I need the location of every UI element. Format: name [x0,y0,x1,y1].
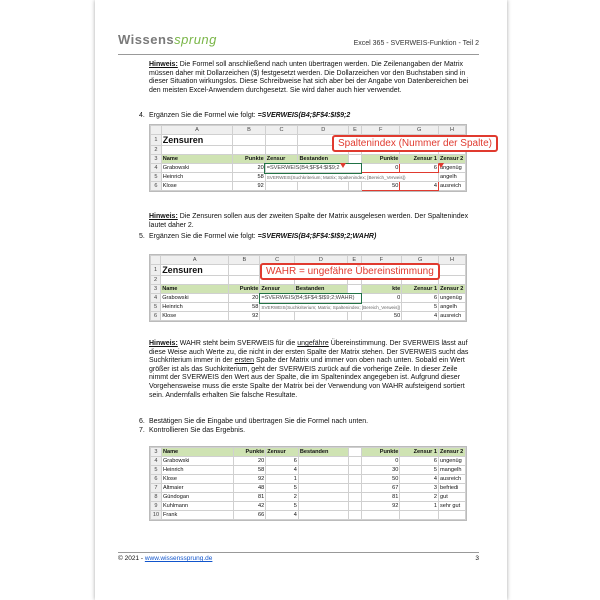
col-header-zensur: Zensur [265,155,298,164]
col-header-punkte-2: Punkte [361,448,399,457]
col-header-name: Name [161,285,229,294]
callout-spaltenindex: Spaltenindex (Nummer der Spalte) [332,135,498,152]
col-header-zensur-2: Zensur 2 [438,155,465,164]
col-header-punkte: Punkte [233,448,266,457]
spreadsheet-2: A B C D E F G H 1 Zensuren 2 3 Name Punkte Zensur Bestanden kte Zensur 1 Zensur 2 4 Grabowski 20 =SVERWEIS(B4;$F$4:$I$9;2;WAHR) 0 6 ungenüg 5 Heinrich 58 SVERWEIS(Suchkriterium; Matrix; Spaltenindex; [Bereich_Verweis]) 5 angelh 6 Klose 92 50 4 ausreich WAHR = ungefähre Übereinstimmung [149,254,467,322]
col-header-bestanden: Bestanden [298,155,349,164]
arrow-head-icon [438,163,444,168]
document-page [95,0,507,600]
arrow-head-icon [340,163,346,168]
col-header-name: Name [161,155,233,164]
table-row: 6 Klose 92 50 4 ausreich [151,312,466,321]
col-header-zensur: Zensur [260,285,294,294]
table-row: 9 Kuhlmann 42 5 92 1 sehr gut [151,502,466,511]
col-header-zensur-1: Zensur 1 [402,285,439,294]
hint-paragraph-3: Hinweis: WAHR steht beim SVERWEIS für die ungefähre Übereinstimmung. Der SVERWEIS lässt auf diese Weise auch Werte zu, die nicht in der ersten Spalte der Matrix stehen. Der SVERWEIS sucht das Suchkriterium immer in der ersten Spalte der Matrix und immer von oben nach unten. Sobald ein Wert größer ist als das Suchkriterium, geht der SVERWEIS zurück auf die vorherige Zeile. In dieser Zeile nimmt der SVERWEIS den Wert aus der Spalte, die im Spaltenindex angegeben ist. Aufgrund dieser Vorgehensweise muss die erste Spalte der Matrix bei der Verwendung von WAHR aufsteigend sortiert sein. Andernfalls erhalten Sie falsche Resultate. [149,340,469,399]
col-header-zensur-1: Zensur 1 [400,155,439,164]
col-header-zensur-1: Zensur 1 [400,448,439,457]
callout-wahr: WAHR = ungefähre Übereinstimmung [260,263,440,280]
col-header-bestanden: Bestanden [294,285,347,294]
col-header-punkte: Punkte [233,155,265,164]
table-row: 7 Altmaier 48 5 67 3 befriedi [151,484,466,493]
col-header-punkte-2: Punkte [361,155,399,164]
logo: Wissenssprung [118,32,217,47]
col-header-zensur: Zensur [266,448,299,457]
col-header-name: Name [161,448,233,457]
page-header [118,32,479,55]
page-number: 3 [475,555,479,562]
table-row: 8 Gündogan 81 2 81 2 gut [151,493,466,502]
spreadsheet-1: A B C D E F G H 1 Zensuren 2 3 Name Punkte Zensur Bestanden Punkte Zensur 1 Zensur 2 4 Grabowski 20 =SVERWEIS(B4;$F$4:$I$9;2 0 6 ungenüg 5 Heinrich 58 SVERWEIS(Suchkriterium; Matrix; Spaltenindex; [Bereich_Verweis]) angelh 6 Klose 92 50 4 ausreich Spaltenindex (Nummer der Spalte) [149,124,467,192]
step-6: 6. Bestätigen Sie die Eingabe und übertragen Sie die Formel nach unten. [139,418,369,425]
table-row: 10 Frank 66 4 [151,511,466,520]
col-header-zensur-2: Zensur 2 [439,285,466,294]
spreadsheet-3: 3 Name Punkte Zensur Bestanden Punkte Zensur 1 Zensur 2 4 Grabowski 20 6 0 6 ungenüg 5 Heinrich 58 4 30 5 mangelh 6 Klose 92 1 50 4 ausreich 7 Altmaier 48 5 67 3 befriedi 8 Gündogan 81 2 81 2 gut 9 Kuhlmann 42 5 92 1 sehr gut 10 Frank 66 4 [149,446,467,521]
col-header-bestanden: Bestanden [298,448,348,457]
function-tooltip: SVERWEIS(Suchkriterium; Matrix; Spaltenindex; [Bereich_Verweis]) [265,173,438,182]
page-footer: © 2021 - www.wissenssprung.de 3 [118,552,479,562]
table-row: 6 Klose 92 1 50 4 ausreich [151,475,466,484]
function-tooltip: SVERWEIS(Suchkriterium; Matrix; Spaltenindex; [Bereich_Verweis]) [261,304,401,310]
header-title: Excel 365 - SVERWEIS-Funktion - Teil 2 [353,40,479,47]
footer-link[interactable]: www.wissenssprung.de [144,555,213,562]
table-row: 4 Grabowski 20 6 0 6 ungenüg [151,457,466,466]
table-row: 5 Heinrich 58 4 30 5 mangelh [151,466,466,475]
table-row: 5 Heinrich 58 SVERWEIS(Suchkriterium; Matrix; Spaltenindex; [Bereich_Verweis]) 5 angelh [151,303,466,312]
step-4: 4. Ergänzen Sie die Formel wie folgt: =SVERWEIS(B4;$F$4:$I$9;2 [139,112,351,119]
sheet-title: Zensuren [161,265,229,276]
table-row: 6 Klose 92 50 4 ausreich [151,182,466,191]
col-header-punkte-2: kte [361,285,402,294]
step-7: 7. Kontrollieren Sie das Ergebnis. [139,427,246,434]
hint-paragraph-2: Hinweis: Die Zensuren sollen aus der zweiten Spalte der Matrix ausgelesen werden. Der Spaltenindex lautet daher 2. [149,213,469,229]
formula-cell[interactable]: =SVERWEIS(B4;$F$4:$I$9;2;WAHR) [260,294,361,303]
step-5: 5. Ergänzen Sie die Formel wie folgt: =SVERWEIS(B4;$F$4:$I$9;2;WAHR) [139,233,377,240]
col-header-zensur-2: Zensur 2 [438,448,465,457]
hint-paragraph-1: Hinweis: Die Formel soll anschließend nach unten übertragen werden. Die Zeilenangaben der Matrix müssen daher mit Dollarzeichen ($) festgesetzt werden. Die Dollarzeichen vor den Buchstaben sind in dieser Situation wirkungslos. Diese Schreibweise hat sich aber bei der Angabe von Datenbereichen bei den meisten Excel-Anwendern durchgesetzt. Sie wird daher auch hier verwendet. [149,61,469,94]
sheet-title: Zensuren [161,135,233,146]
col-header-punkte: Punkte [229,285,260,294]
formula-cell[interactable]: =SVERWEIS(B4;$F$4:$I$9;2 [265,164,361,173]
table-row: 4 Grabowski 20 =SVERWEIS(B4;$F$4:$I$9;2;WAHR) 0 6 ungenüg [151,294,466,303]
table-row: 5 Heinrich 58 SVERWEIS(Suchkriterium; Matrix; Spaltenindex; [Bereich_Verweis]) angelh [151,173,466,182]
table-row: 4 Grabowski 20 =SVERWEIS(B4;$F$4:$I$9;2 0 6 ungenüg [151,164,466,173]
